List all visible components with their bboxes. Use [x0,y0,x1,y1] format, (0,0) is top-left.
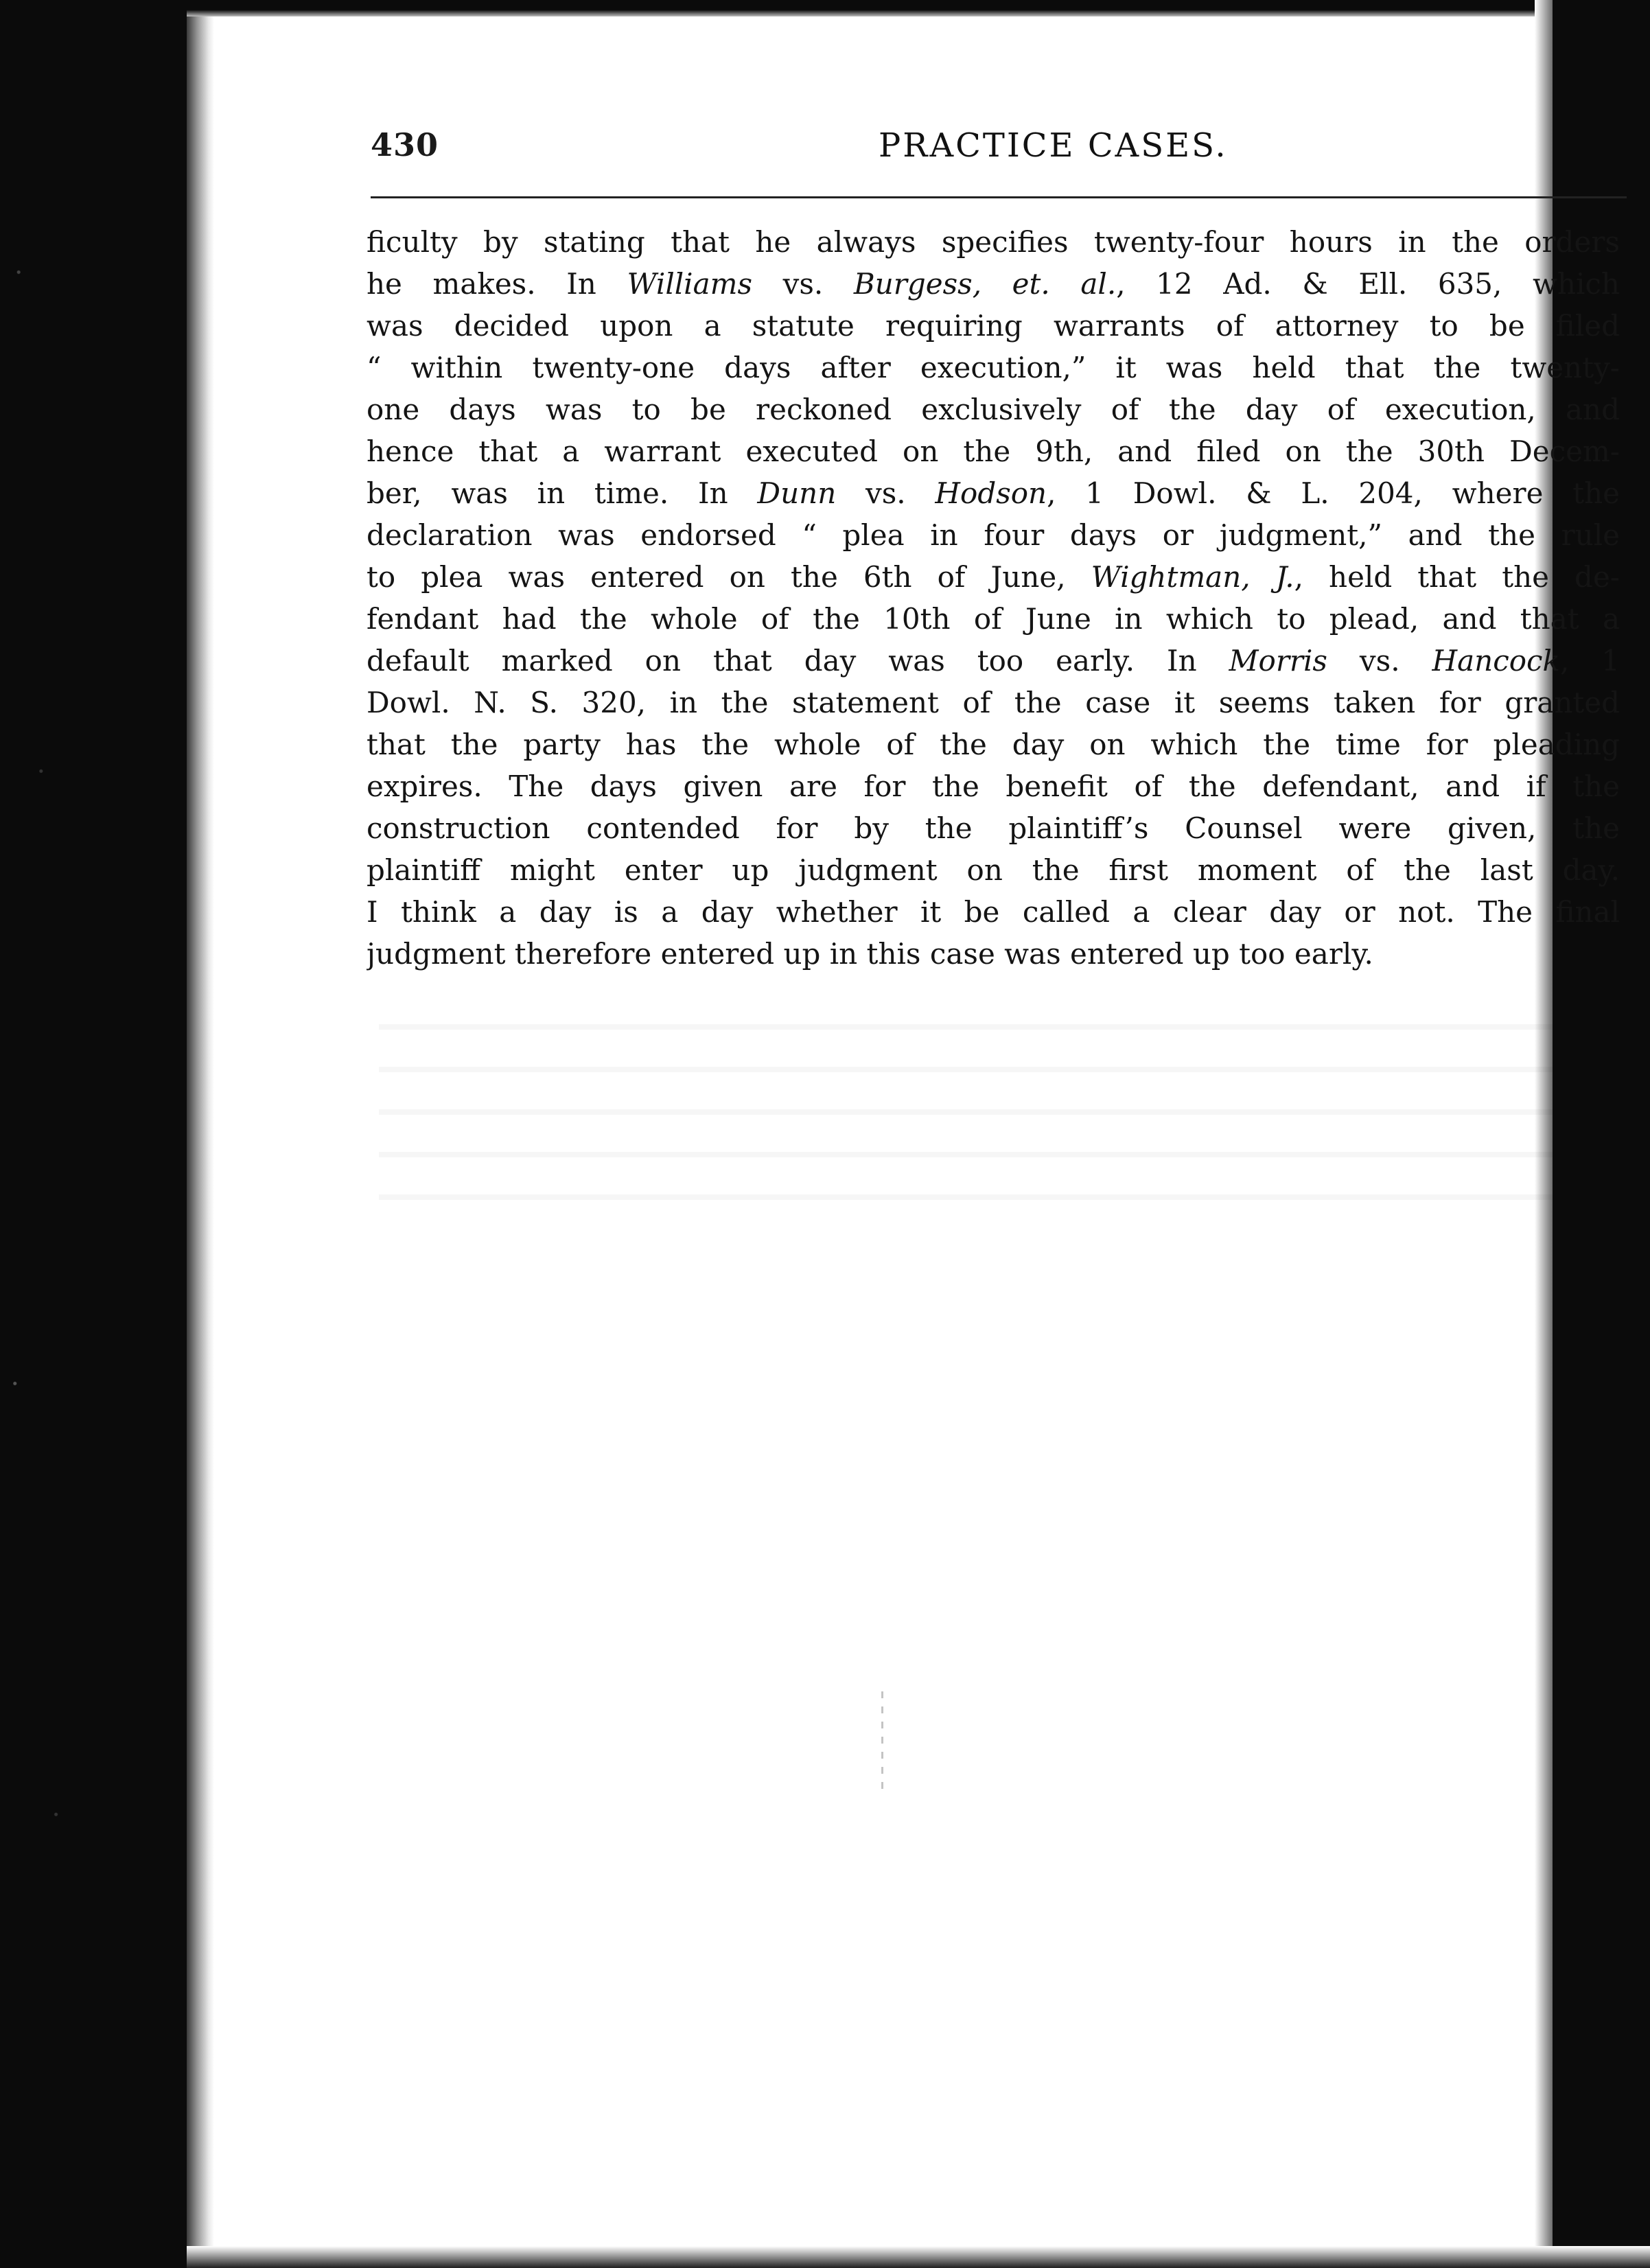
text-line [367,640,1620,682]
page-header [371,126,1627,177]
scan-specks [0,0,187,2268]
text-line [367,849,1620,891]
text-segment: vs. [752,267,854,301]
bleed-through [379,991,1601,1211]
text-segment: to plea was entered on the 6th of June, [367,560,1091,594]
text-line [367,221,1620,263]
text-segment: , 1 [1559,644,1620,678]
page-gutter-shadow [187,0,214,2268]
italic-case-name: Dunn [757,476,837,510]
text-line [367,933,1620,975]
text-line [367,682,1620,724]
text-line [367,305,1620,347]
text-line [367,598,1620,640]
italic-case-name: Hodson [935,476,1047,510]
text-segment: was decided upon a statute requiring warrants of attorney to be filed [367,309,1620,343]
text-segment: I think a day is a day whether it be called a clear day or not. The final [367,895,1620,929]
text-segment: , held that the de- [1294,560,1620,594]
text-segment: that the party has the whole of the day on which the time for pleading [367,728,1620,761]
text-segment: expires. The days given are for the benefit of the defendant, and if the [367,769,1620,803]
text-segment: vs. [836,476,936,510]
text-line [367,891,1620,933]
text-segment: he makes. In [367,267,627,301]
text-line [367,514,1620,556]
text-line [367,556,1620,598]
italic-case-name: Burgess, et. al. [853,267,1117,301]
italic-case-name: Hancock [1432,644,1560,678]
page-number: 430 [371,126,439,163]
text-segment: “ within twenty-one days after execution,” it was held that the twenty- [367,351,1620,384]
text-line [367,472,1620,514]
text-segment: vs. [1327,644,1432,678]
text-segment: hence that a warrant executed on the 9th, and filed on the 30th Decem- [367,435,1620,468]
text-segment: ber, was in time. In [367,476,758,510]
text-line [367,430,1620,472]
text-segment: ficulty by stating that he always specifies twenty-four hours in the orders [367,225,1620,259]
text-segment: , 12 Ad. & Ell. 635, which [1116,267,1620,301]
book-page [214,16,1620,2246]
italic-case-name: Morris [1229,644,1327,678]
body-text [367,221,1620,975]
fold-mark [881,1691,883,1794]
text-segment: one days was to be reckoned exclusively of the day of execution, and [367,393,1620,426]
text-segment: Dowl. N. S. 320, in the statement of the case it seems taken for granted [367,686,1620,719]
header-rule [371,196,1627,198]
italic-case-name: Williams [627,267,753,301]
text-segment: declaration was endorsed “ plea in four days or judgment,” and the rule [367,518,1620,552]
text-segment: plaintiff might enter up judgment on the first moment of the last day. [367,853,1620,887]
text-line [367,807,1620,849]
scan-bottom-border [187,2246,1650,2268]
text-segment: fendant had the whole of the 10th of June in which to plead, and that a [367,602,1620,636]
text-line [367,724,1620,765]
text-line [367,347,1620,389]
text-segment: construction contended for by the plaintiff’s Counsel were given, the [367,811,1620,845]
running-head: PRACTICE CASES. [879,126,1228,165]
scan-left-border [0,0,187,2268]
text-segment: default marked on that day was too early. In [367,644,1229,678]
text-segment: judgment therefore entered up in this case was entered up too early. [367,937,1373,971]
text-line [367,389,1620,430]
text-line [367,263,1620,305]
italic-case-name: Wightman, J. [1091,560,1294,594]
scan-top-border [187,0,1650,16]
text-line [367,765,1620,807]
text-segment: , 1 Dowl. & L. 204, where the [1047,476,1620,510]
